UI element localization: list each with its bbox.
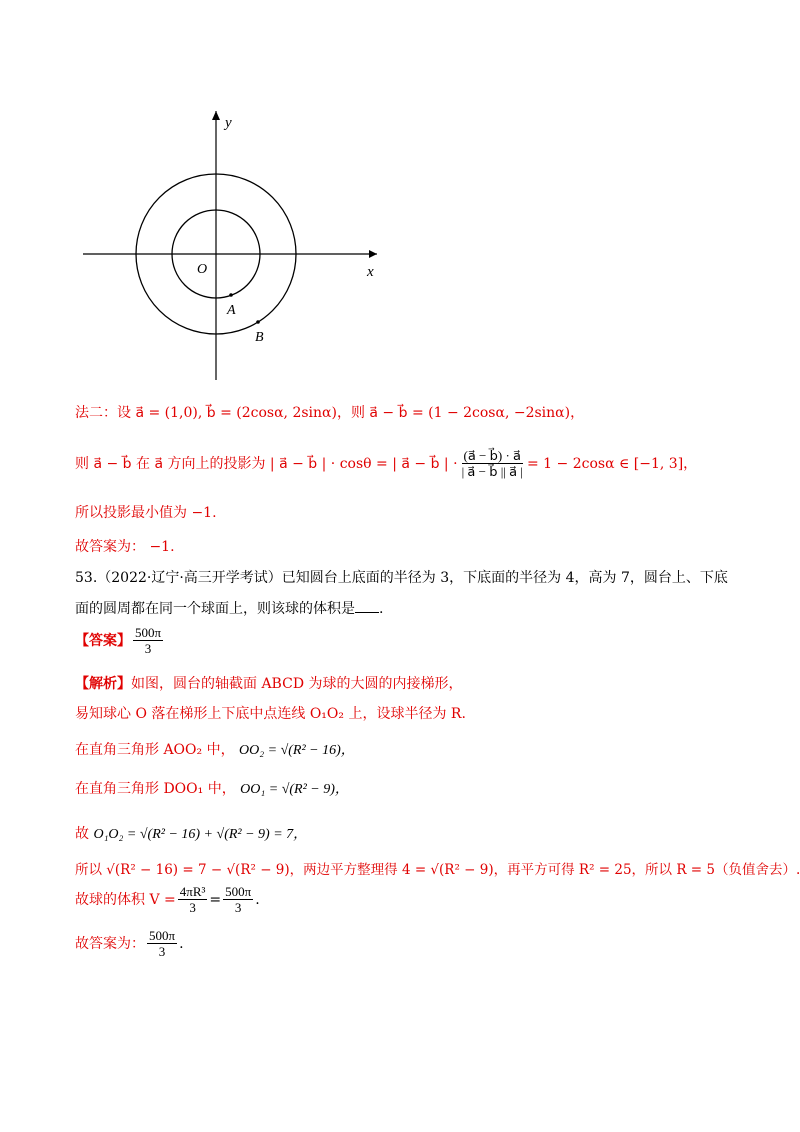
solution-line7	[75, 884, 260, 915]
y-axis-arrow	[212, 111, 220, 120]
solution-line1	[75, 674, 463, 694]
solution-line3	[75, 740, 355, 761]
final-answer-prefix: 故答案为：	[75, 935, 145, 952]
final-answer-fraction	[147, 928, 177, 959]
solution-line8	[75, 928, 184, 959]
final-answer-num: 500π	[149, 928, 176, 943]
volume-end: .	[255, 891, 260, 908]
solution-line4-text: 在直角三角形 DOO₁ 中，	[75, 781, 236, 797]
point-a	[229, 293, 233, 297]
solution-line5-text: 故	[75, 826, 94, 842]
origin-label: O	[197, 262, 208, 277]
volume-fraction-1-den: 3	[189, 900, 196, 915]
solution-line5-math: O₁O₂ = √(R² − 16) + √(R² − 9) = 7，	[93, 827, 308, 842]
solution-line3-math: OO₂ = √(R² − 16)，	[239, 743, 355, 758]
problem53-line2-end: .	[379, 601, 384, 617]
method2-line2	[75, 448, 697, 479]
method2-line4: 故答案为： −1.	[75, 539, 175, 555]
projection-fraction-den: | a⃗ − b⃗ || a⃗ |	[461, 464, 523, 479]
final-answer-end: .	[179, 935, 184, 952]
concentric-circles-figure	[75, 105, 395, 385]
y-axis-label: y	[225, 115, 232, 131]
projection-prefix: 则 a⃗ − b⃗ 在 a⃗ 方向上的投影为 | a⃗ − b⃗ | · cosθ = | a⃗ − b⃗ | ·	[75, 455, 458, 472]
problem53-line1: 53.（2022·辽宁·高三开学考试）已知圆台上底面的半径为 3，下底面的半径为 4，高为 7，圆台上、下底	[75, 570, 728, 586]
point-b-label: B	[255, 330, 264, 345]
projection-suffix: = 1 − 2cosα ∈ [−1, 3]，	[527, 455, 698, 472]
answer-den: 3	[144, 641, 152, 656]
method2-line1: 法二：设 a⃗ = (1,0), b⃗ = (2cosα, 2sinα)，则 a⃗ − b⃗ = (1 − 2cosα, −2sinα)，	[75, 405, 585, 421]
x-axis-label: x	[367, 264, 374, 280]
answer-fraction	[133, 625, 163, 656]
point-b	[256, 320, 260, 324]
point-a-label: A	[227, 303, 236, 318]
solution-line5	[75, 824, 307, 845]
volume-fraction-2-num: 500π	[225, 884, 252, 899]
answer-num: 500π	[135, 625, 162, 640]
answer-label: 【答案】	[75, 632, 131, 649]
method2-line3: 所以投影最小值为 −1.	[75, 505, 217, 521]
solution-line4	[75, 779, 349, 800]
volume-equals: =	[209, 891, 222, 908]
solution-line2: 易知球心 O 落在梯形上下底中点连线 O₁O₂ 上，设球半径为 R.	[75, 706, 466, 722]
solution-line1-text: 如图，圆台的轴截面 ABCD 为球的大圆的内接梯形，	[131, 676, 463, 692]
solution-line4-math: OO₁ = √(R² − 9)，	[240, 782, 349, 797]
volume-fraction-2-den: 3	[234, 900, 242, 915]
solution-line3-text: 在直角三角形 AOO₂ 中，	[75, 742, 235, 758]
x-axis-arrow	[369, 250, 377, 258]
projection-fraction	[460, 448, 525, 479]
volume-prefix: 故球的体积 V =	[75, 891, 176, 908]
volume-fraction-1-num: 4πR³	[179, 884, 206, 899]
volume-fraction-1	[178, 884, 208, 915]
problem53-line2	[75, 599, 383, 619]
volume-fraction-2	[223, 884, 253, 915]
problem53-line2-text: 面的圆周都在同一个球面上，则该球的体积是	[75, 601, 355, 617]
final-answer-den: 3	[158, 944, 166, 959]
answer-line	[75, 625, 165, 656]
solution-label: 【解析】	[75, 676, 131, 692]
projection-fraction-num: (a⃗ − b⃗) · a⃗	[463, 448, 522, 463]
solution-line6: 所以 √(R² − 16) = 7 − √(R² − 9)，两边平方整理得 4 = √(R² − 9)，再平方可得 R² = 25，所以 R = 5（负值舍去）.	[75, 862, 800, 878]
answer-blank	[355, 600, 379, 613]
